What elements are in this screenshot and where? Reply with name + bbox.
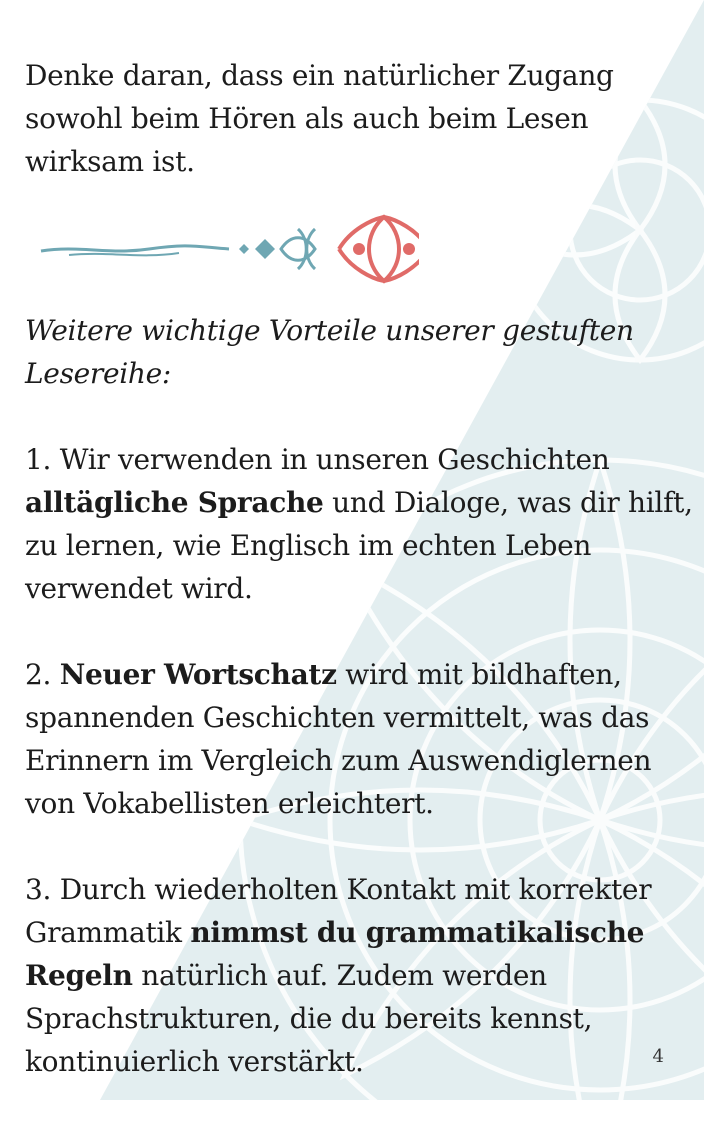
benefit-item-2-suffix: wird mit bildhaften, spannenden Geschichten vermittelt, was das Erinnern im Vergleich zum Auswendiglernen von Vokabellisten erleichtert. [25, 658, 652, 820]
benefits-heading: Weitere wichtige Vorteile unserer gestuften Lesereihe: [25, 314, 634, 390]
page-number: 4 [652, 1046, 664, 1067]
benefit-item-3-prefix: 3. Durch wiederholten Kontakt mit korrekter Grammatik [25, 873, 652, 949]
intro-paragraph: Denke daran, dass ein natürlicher Zugang sowohl beim Hören als auch beim Lesen wirksam ist. [25, 59, 614, 178]
benefit-item-2 [25, 653, 695, 825]
ornamental-divider [39, 209, 419, 287]
page-content [25, 54, 695, 1126]
benefit-item-3 [25, 868, 695, 1083]
benefit-item-1 [25, 438, 695, 610]
benefit-item-3-suffix: natürlich auf. Zudem werden Sprachstrukturen, die du bereits kennst, kontinuierlich verstärkt. [25, 959, 593, 1078]
benefit-item-2-prefix: 2. [25, 658, 60, 691]
benefit-item-1-bold: alltägliche Sprache [25, 486, 324, 519]
benefit-item-3-bold: nimmst du grammatikalische Regeln [25, 916, 645, 992]
benefit-item-2-bold: Neuer Wortschatz [59, 658, 337, 691]
benefit-item-1-prefix: 1. Wir verwenden in unseren Geschichten [25, 443, 610, 476]
benefit-item-1-suffix: und Dialoge, was dir hilft, zu lernen, wie Englisch im echten Leben verwendet wird. [25, 486, 693, 605]
